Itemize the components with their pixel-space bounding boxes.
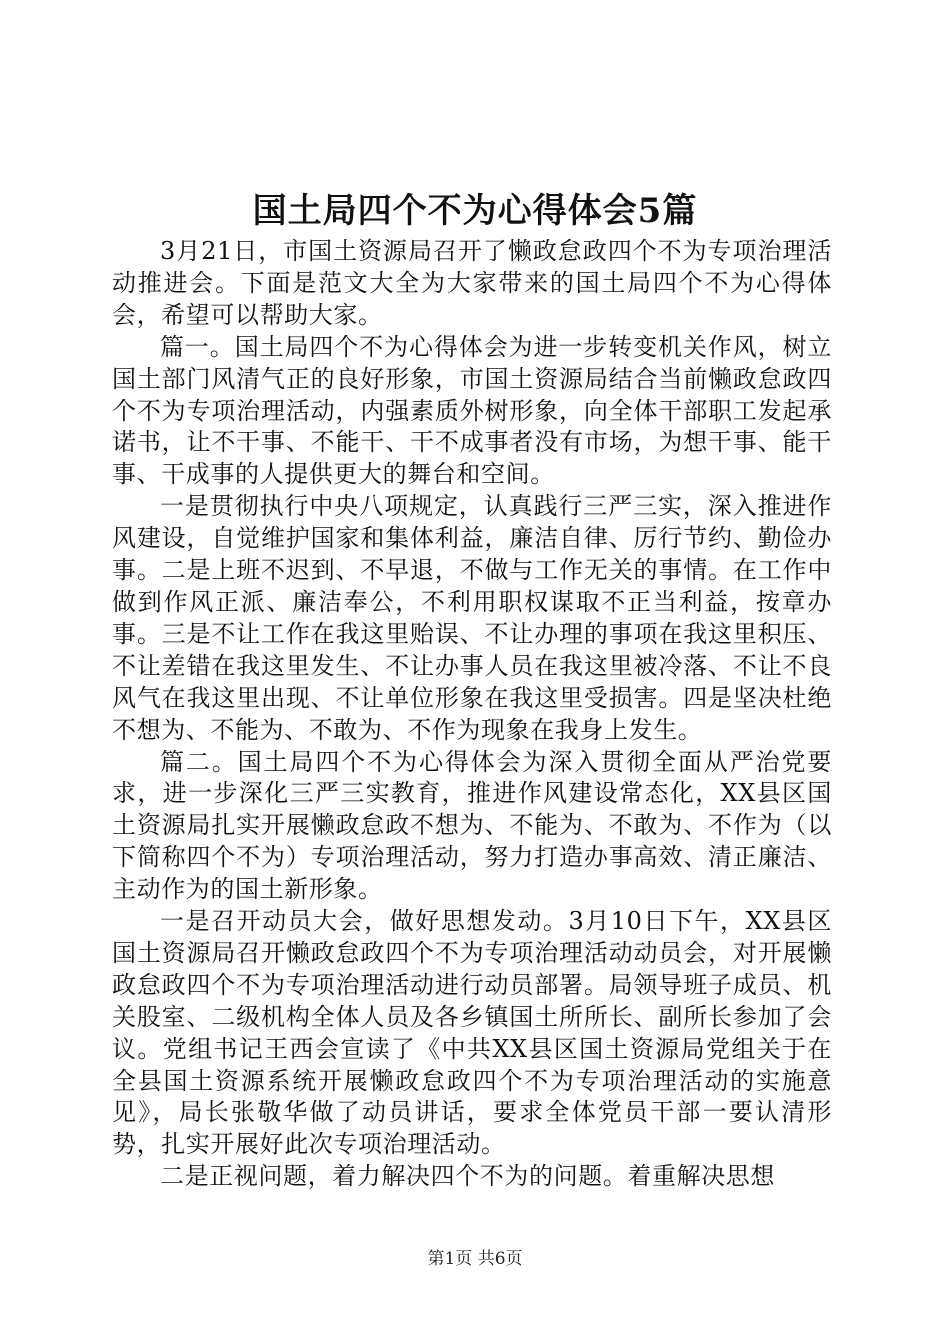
page-number-footer: 第1页 共6页	[427, 1249, 523, 1269]
paragraph-part-two-point-one: 一是召开动员大会，做好思想发动。3月10日下午，XX县区国土资源局召开懒政怠政四个不为专项治理活动动员会，对开展懒政怠政四个不为专项治理活动进行动员部署。局领导班子成员、机关股室、二级机构全体人员及各乡镇国土所所长、副所长参加了会议。党组书记王西会宣读了《中共XX县区国土资源局党组关于在全县国土资源系统开展懒政怠政四个不为专项治理活动的实施意见》，局长张敬华做了动员讲话，要求全体党员干部一要认清形势，扎实开展好此次专项治理活动。	[112, 907, 832, 1159]
paragraph-part-one: 篇一。国土局四个不为心得体会为进一步转变机关作风，树立国土部门风清气正的良好形象，市国土资源局结合当前懒政怠政四个不为专项治理活动，内强素质外树形象，向全体干部职工发起承诺书，让不干事、不能干、干不成事者没有市场，为想干事、能干事、干成事的人提供更大的舞台和空间。	[112, 332, 832, 489]
paragraph-intro: 3月21日，市国土资源局召开了懒政怠政四个不为专项治理活动推进会。下面是范文大全为大家带来的国土局四个不为心得体会，希望可以帮助大家。	[112, 237, 832, 329]
paragraph-part-two: 篇二。国土局四个不为心得体会为深入贯彻全面从严治党要求，进一步深化三严三实教育，推进作风建设常态化，XX县区国土资源局扎实开展懒政怠政不想为、不能为、不敢为、不作为（以下简称四个不为）专项治理活动，努力打造办事高效、清正廉洁、主动作为的国土新形象。	[112, 747, 832, 904]
paragraph-part-two-point-two: 二是正视问题，着力解决四个不为的问题。着重解决思想	[160, 1162, 775, 1191]
document-body	[112, 236, 832, 1193]
document-title: 国土局四个不为心得体会5篇	[252, 191, 698, 231]
paragraph-part-one-points: 一是贯彻执行中央八项规定，认真践行三严三实，深入推进作风建设，自觉维护国家和集体利益，廉洁自律、厉行节约、勤俭办事。二是上班不迟到、不早退，不做与工作无关的事情。在工作中做到作风正派、廉洁奉公，不利用职权谋取不正当利益，按章办事。三是不让工作在我这里贻误、不让办理的事项在我这里积压、不让差错在我这里发生、不让办事人员在我这里被冷落、不让不良风气在我这里出现、不让单位形象在我这里受损害。四是坚决杜绝不想为、不能为、不敢为、不作为现象在我身上发生。	[112, 492, 832, 744]
